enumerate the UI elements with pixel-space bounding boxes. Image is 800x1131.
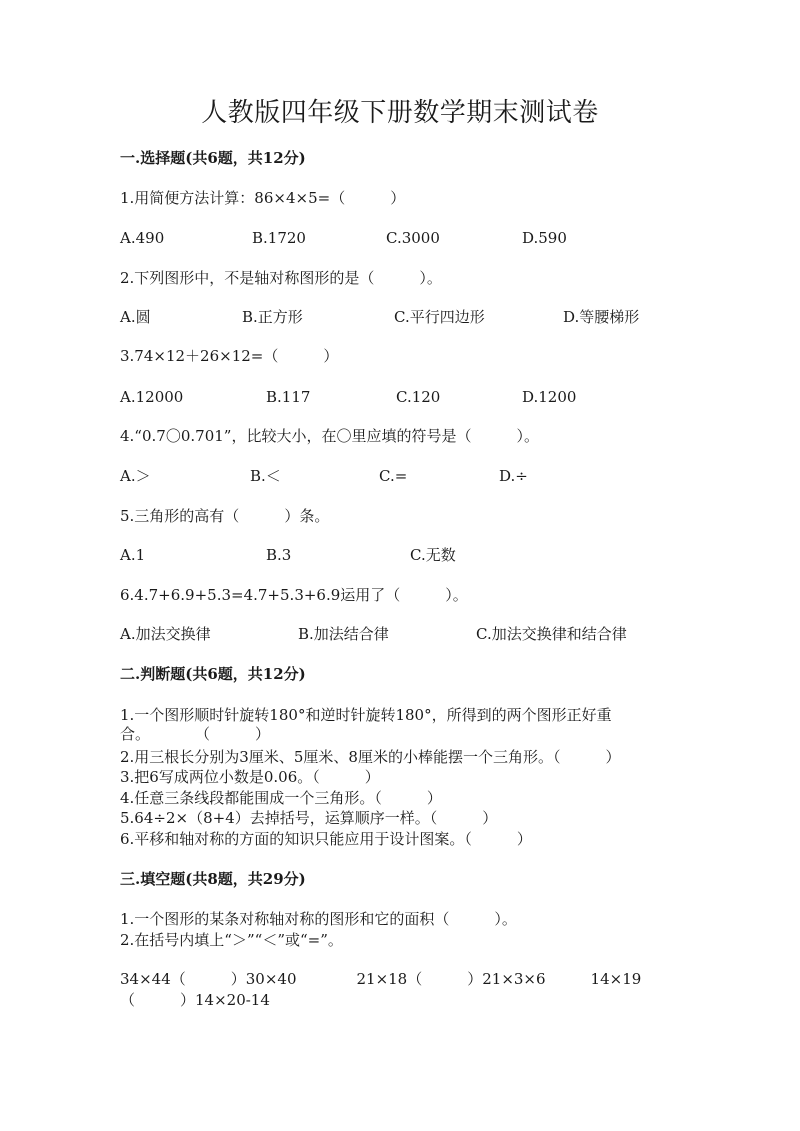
section2-heading: 二.判断题(共6题，共12分) xyxy=(120,665,306,683)
judge-item-3: 3.把6写成两位小数是0.06。（ ） xyxy=(120,768,380,786)
q5-stem: 5.三角形的高有（ ）条。 xyxy=(120,507,330,525)
q6-option-a: A.加法交换律 xyxy=(120,625,211,643)
judge-item-1b: 合。 （ ） xyxy=(120,725,271,743)
q2-option-c: C.平行四边形 xyxy=(394,308,485,326)
q2-option-a: A.圆 xyxy=(120,308,151,326)
q4-option-d: D.÷ xyxy=(499,467,528,485)
q5-option-c: C.无数 xyxy=(410,546,456,564)
fill-item-2: 2.在括号内填上“＞”“＜”或“=”。 xyxy=(120,931,343,949)
q2-stem: 2.下列图形中，不是轴对称图形的是（ ）。 xyxy=(120,269,442,287)
fill-item-1: 1.一个图形的某条对称轴对称的图形和它的面积（ ）。 xyxy=(120,910,517,928)
q6-option-c: C.加法交换律和结合律 xyxy=(476,625,627,643)
judge-item-4: 4.任意三条线段都能围成一个三角形。（ ） xyxy=(120,789,442,807)
q1-option-a: A.490 xyxy=(120,229,165,247)
judge-item-6: 6.平移和轴对称的方面的知识只能应用于设计图案。（ ） xyxy=(120,830,532,848)
q5-option-b: B.3 xyxy=(266,546,292,564)
q3-option-b: B.117 xyxy=(266,388,311,406)
q1-option-c: C.3000 xyxy=(386,229,440,247)
q5-option-a: A.1 xyxy=(120,546,146,564)
exam-title: 人教版四年级下册数学期末测试卷 xyxy=(201,98,599,128)
q4-option-b: B.＜ xyxy=(250,467,281,485)
q3-option-d: D.1200 xyxy=(522,388,577,406)
q4-option-a: A.＞ xyxy=(120,467,151,485)
compare-row-1: 34×44（ ）30×40 21×18（ ）21×3×6 14×19 xyxy=(120,970,642,988)
section1-heading: 一.选择题(共6题，共12分) xyxy=(120,149,306,167)
judge-item-2: 2.用三根长分别为3厘米、5厘米、8厘米的小棒能摆一个三角形。（ ） xyxy=(120,748,621,766)
compare-row-2: （ ）14×20-14 xyxy=(120,991,270,1009)
q3-option-c: C.120 xyxy=(396,388,441,406)
q3-stem: 3.74×12＋26×12=（ ） xyxy=(120,347,339,365)
q1-option-b: B.1720 xyxy=(252,229,306,247)
q2-option-b: B.正方形 xyxy=(242,308,303,326)
q4-option-c: C.= xyxy=(379,467,408,485)
q3-option-a: A.12000 xyxy=(120,388,184,406)
q6-option-b: B.加法结合律 xyxy=(298,625,389,643)
judge-item-1a: 1.一个图形顺时针旋转180°和逆时针旋转180°，所得到的两个图形正好重 xyxy=(120,706,612,724)
judge-item-5: 5.64÷2×（8+4）去掉括号，运算顺序一样。（ ） xyxy=(120,809,498,827)
q2-option-d: D.等腰梯形 xyxy=(563,308,640,326)
q1-stem: 1.用简便方法计算：86×4×5=（ ） xyxy=(120,189,406,207)
q4-stem: 4.“0.7〇0.701”，比较大小，在〇里应填的符号是（ ）。 xyxy=(120,427,539,445)
q6-stem: 6.4.7+6.9+5.3=4.7+5.3+6.9运用了（ ）。 xyxy=(120,586,468,604)
q1-option-d: D.590 xyxy=(522,229,567,247)
section3-heading: 三.填空题(共8题，共29分) xyxy=(120,870,306,888)
